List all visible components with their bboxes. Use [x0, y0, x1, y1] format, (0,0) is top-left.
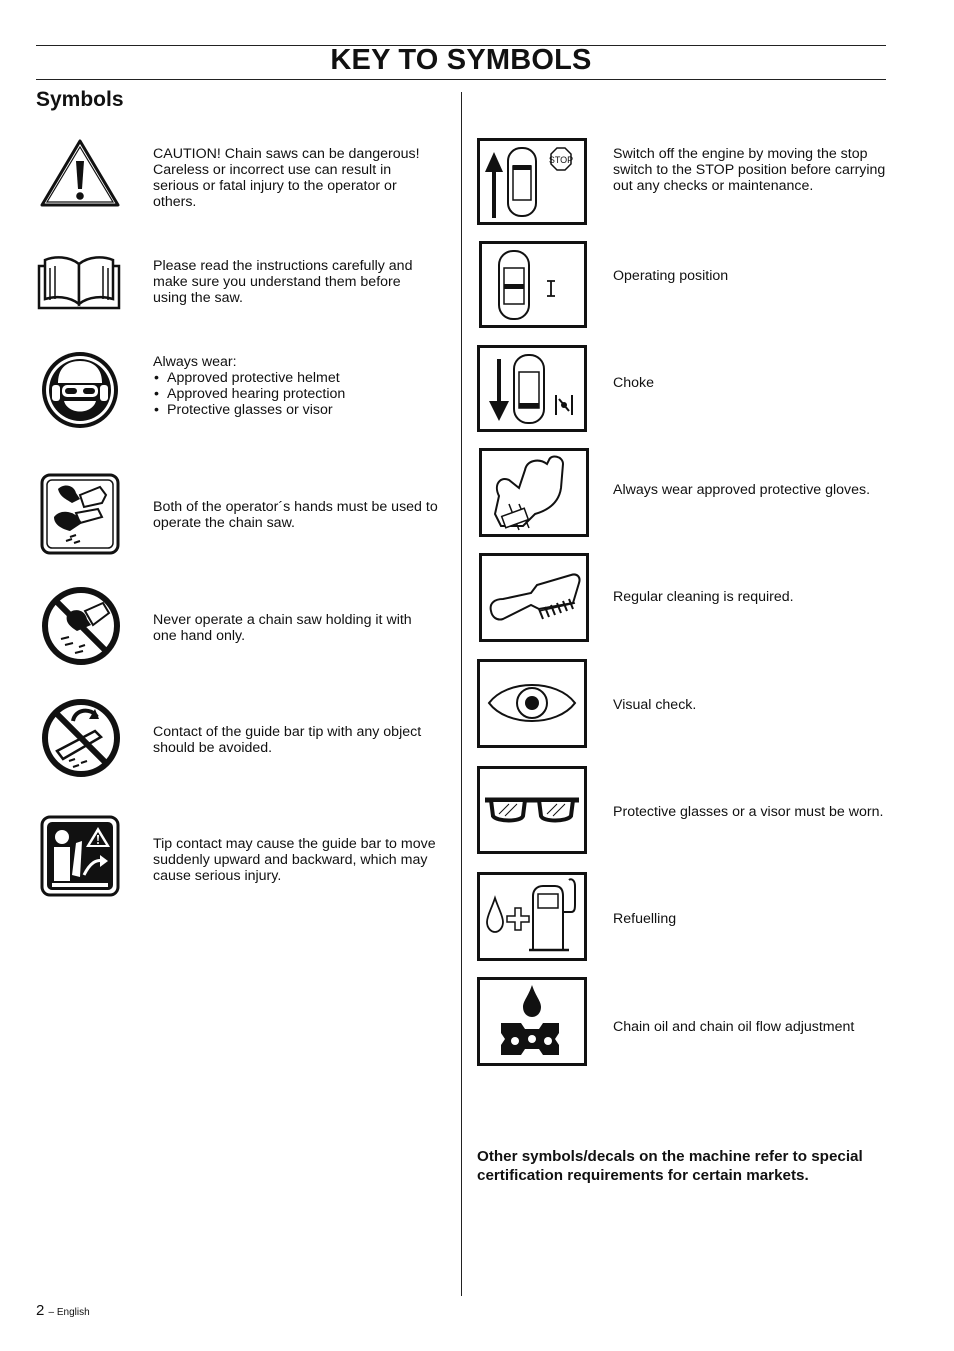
gloves-text: Always wear approved protective gloves.	[613, 482, 871, 498]
stop-switch-text: Switch off the engine by moving the stop switch to the STOP position before carrying out any checks or maintenance.	[613, 146, 886, 194]
page-number: 2	[36, 1302, 45, 1319]
kickback-warning-icon	[40, 815, 120, 897]
stop-sign-label: STOP	[548, 155, 574, 165]
stop-switch-icon	[477, 138, 587, 225]
two-hands-text: Both of the operator´s hands must be used to operate the chain saw.	[153, 499, 438, 531]
caution-text: CAUTION! Chain saws can be dangerous! Careless or incorrect use can result in serious or fatal injury to the operator or others.	[153, 146, 420, 210]
operating-position-icon	[479, 241, 587, 328]
eye-icon	[477, 659, 587, 748]
no-one-hand-icon	[39, 585, 123, 667]
always-wear-text	[153, 354, 438, 418]
certification-note: Other symbols/decals on the machine refer to special certification requirements for certain markets.	[477, 1148, 863, 1184]
visual-check-text: Visual check.	[613, 697, 697, 713]
chain-oil-text: Chain oil and chain oil flow adjustment	[613, 1019, 855, 1035]
title-underline	[36, 79, 886, 80]
cleaning-brush-icon	[479, 553, 589, 642]
cleaning-text: Regular cleaning is required.	[613, 589, 794, 605]
two-hands-icon	[40, 473, 120, 555]
no-bar-tip-contact-icon	[39, 697, 123, 779]
protective-glove-icon	[479, 448, 589, 537]
helmet-ear-protection-icon	[38, 349, 122, 431]
always-wear-intro: Always wear:	[153, 354, 237, 370]
list-item: • Protective glasses or visor	[153, 402, 438, 418]
glasses-text: Protective glasses or a visor must be worn.	[613, 804, 884, 820]
footer-language: – English	[48, 1307, 90, 1318]
choke-text: Choke	[613, 375, 655, 391]
always-wear-list	[153, 370, 438, 418]
refuelling-text: Refuelling	[613, 911, 677, 927]
open-book-icon	[37, 250, 121, 310]
page-footer	[36, 1302, 90, 1319]
warning-triangle-icon	[38, 137, 122, 209]
read-instructions-text: Please read the instructions carefully and make sure you understand them before using the saw.	[153, 258, 413, 306]
list-item: • Approved protective helmet	[153, 370, 438, 386]
protective-glasses-icon	[477, 766, 587, 854]
page-title: KEY TO SYMBOLS	[330, 44, 592, 76]
list-item: • Approved hearing protection	[153, 386, 438, 402]
chain-oil-icon	[477, 977, 587, 1066]
column-divider	[461, 92, 462, 1296]
fuel-pump-icon	[477, 872, 587, 961]
kickback-text: Tip contact may cause the guide bar to move suddenly upward and backward, which may cause serious injury.	[153, 836, 436, 884]
one-hand-text: Never operate a chain saw holding it with one hand only.	[153, 612, 412, 644]
operating-position-text: Operating position	[613, 268, 729, 284]
bar-tip-text: Contact of the guide bar tip with any object should be avoided.	[153, 724, 422, 756]
section-title: Symbols	[36, 88, 124, 111]
choke-icon	[477, 345, 587, 432]
